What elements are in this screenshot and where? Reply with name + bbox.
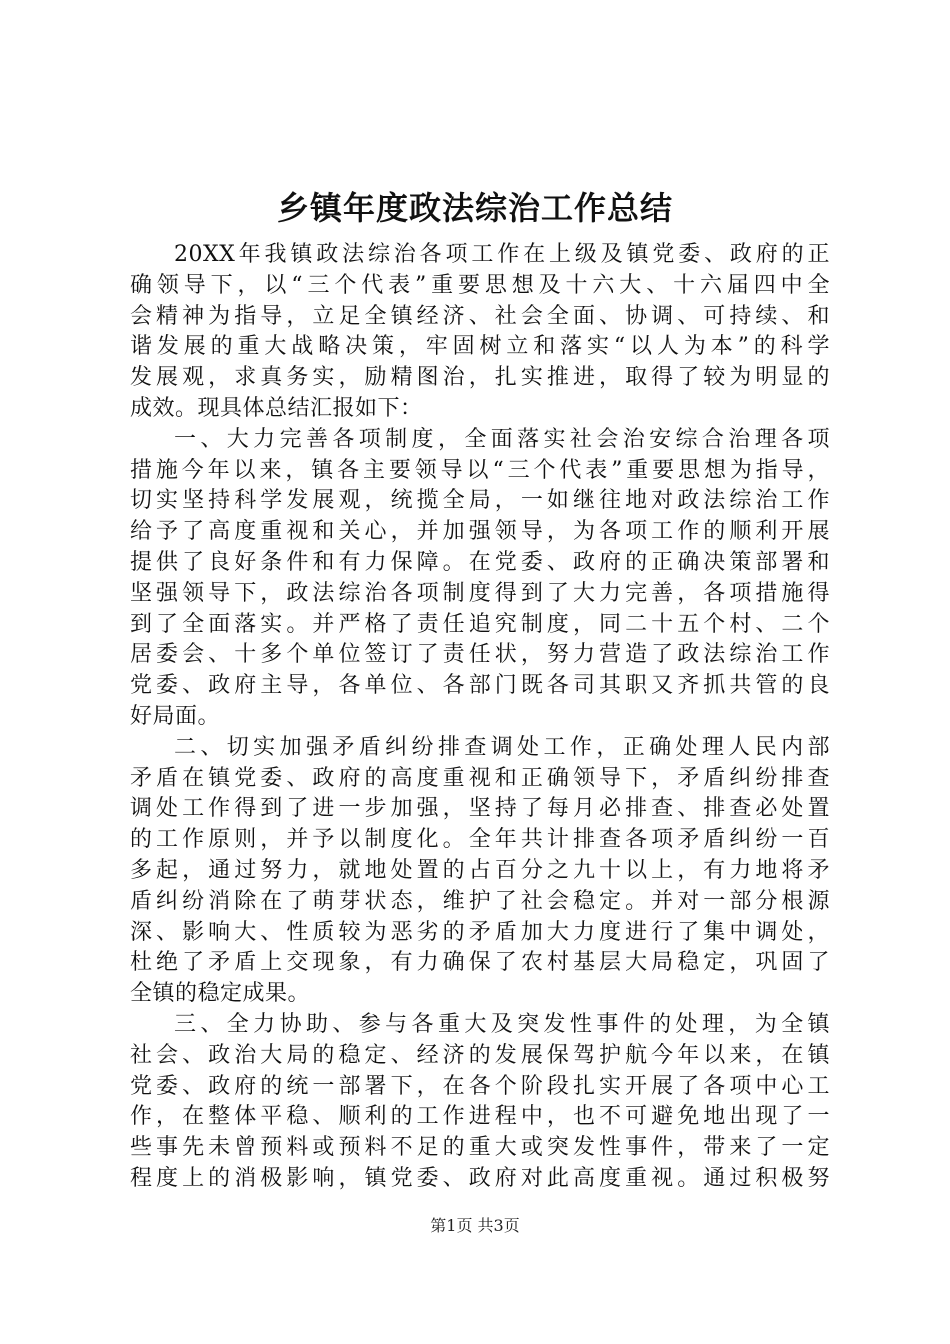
text-line: 党委、政府主导，各单位、各部门既各司其职又齐抓共管的良 xyxy=(130,673,830,699)
text-line: 切实坚持科学发展观，统揽全局，一如继往地对政法综治工作 xyxy=(130,488,830,514)
text-line: 给予了高度重视和关心，并加强领导，为各项工作的顺利开展 xyxy=(130,519,830,545)
text-line: 矛盾在镇党委、政府的高度重视和正确领导下，矛盾纠纷排查 xyxy=(130,765,830,791)
text-line: 杜绝了矛盾上交现象，有力确保了农村基层大局稳定，巩固了 xyxy=(130,950,830,976)
text-line: 盾纠纷消除在了萌芽状态，维护了社会稳定。并对一部分根源 xyxy=(130,888,830,914)
document-body xyxy=(130,240,830,1195)
text-line: 党委、政府的统一部署下，在各个阶段扎实开展了各项中心工 xyxy=(130,1073,830,1099)
text-line: 程度上的消极影响，镇党委、政府对此高度重视。通过积极努 xyxy=(130,1165,830,1191)
text-line: 提供了良好条件和有力保障。在党委、政府的正确决策部署和 xyxy=(130,549,830,575)
text-line: 20XX年我镇政法综治各项工作在上级及镇党委、政府的正 xyxy=(174,242,830,267)
text-line: 一、大力完善各项制度，全面落实社会治安综合治理各项 xyxy=(174,426,830,452)
text-line: 深、影响大、性质较为恶劣的矛盾加大力度进行了集中调处， xyxy=(130,919,830,945)
text-line: 的工作原则，并予以制度化。全年共计排查各项矛盾纠纷一百 xyxy=(130,827,830,853)
text-line: 谐发展的重大战略决策，牢固树立和落实“以人为本”的科学 xyxy=(130,334,830,360)
text-line: 些事先未曾预料或预料不足的重大或突发性事件，带来了一定 xyxy=(130,1135,830,1161)
text-line: 居委会、十多个单位签订了责任状，努力营造了政法综治工作 xyxy=(130,642,830,668)
text-line: 到了全面落实。并严格了责任追究制度，同二十五个村、二个 xyxy=(130,611,830,637)
text-line: 会精神为指导，立足全镇经济、社会全面、协调、可持续、和 xyxy=(130,303,830,329)
text-line: 多起，通过努力，就地处置的占百分之九十以上，有力地将矛 xyxy=(130,857,830,883)
text-line: 调处工作得到了进一步加强，坚持了每月必排查、排查必处置 xyxy=(130,796,830,822)
text-line: 全镇的稳定成果。 xyxy=(130,981,311,1007)
text-line: 作，在整体平稳、顺利的工作进程中，也不可避免地出现了一 xyxy=(130,1104,830,1130)
text-line: 好局面。 xyxy=(130,703,221,729)
text-line: 二、切实加强矛盾纠纷排查调处工作，正确处理人民内部 xyxy=(174,734,830,760)
text-line: 三、全力协助、参与各重大及突发性事件的处理，为全镇 xyxy=(174,1011,830,1037)
document-title: 乡镇年度政法综治工作总结 xyxy=(276,189,673,227)
text-line: 措施今年以来，镇各主要领导以“三个代表”重要思想为指导， xyxy=(130,457,830,483)
page-footer: 第1页 共3页 xyxy=(430,1216,520,1235)
text-line: 发展观，求真务实，励精图治，扎实推进，取得了较为明显的 xyxy=(130,365,830,391)
text-line: 确领导下，以“三个代表”重要思想及十六大、十六届四中全 xyxy=(130,272,830,298)
text-line: 社会、政治大局的稳定、经济的发展保驾护航今年以来，在镇 xyxy=(130,1042,830,1068)
text-line: 成效。现具体总结汇报如下： xyxy=(130,395,423,421)
text-line: 坚强领导下，政法综治各项制度得到了大力完善，各项措施得 xyxy=(130,580,830,606)
